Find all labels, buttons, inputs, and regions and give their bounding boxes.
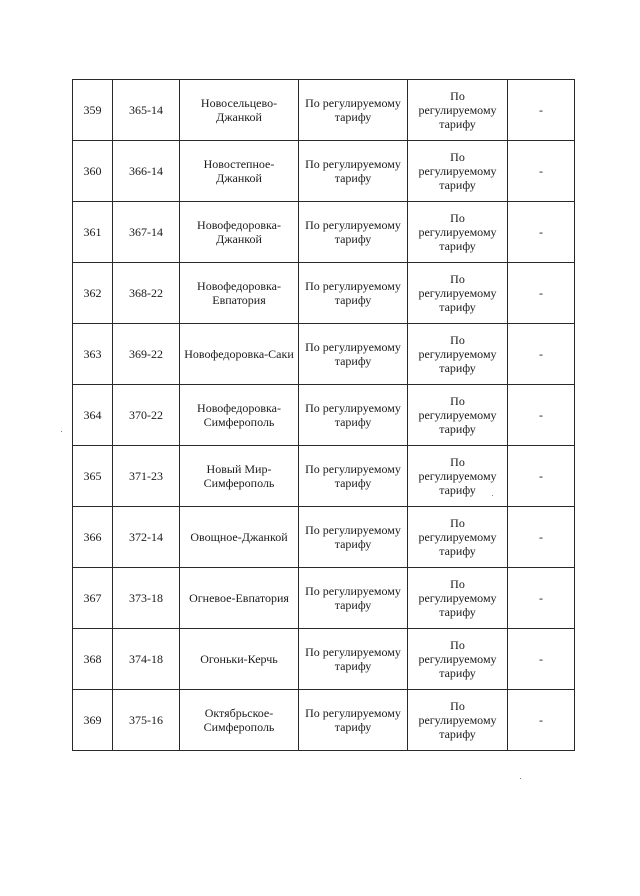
cell-route-number: 366-14 xyxy=(113,141,180,202)
cell-index: 359 xyxy=(73,80,113,141)
cell-tariff-type: По регулируемому тарифу xyxy=(299,446,408,507)
cell-route-name: Огневое-Евпатория xyxy=(180,568,299,629)
cell-route-number: 370-22 xyxy=(113,385,180,446)
cell-route-number: 368-22 xyxy=(113,263,180,324)
cell-note: - xyxy=(508,263,575,324)
cell-tariff-type: По регулируемому тарифу xyxy=(299,202,408,263)
cell-route-name: Овощное-Джанкой xyxy=(180,507,299,568)
table-row xyxy=(73,446,575,507)
cell-tariff-type: По регулируемому тарифу xyxy=(299,568,408,629)
scan-speck xyxy=(61,431,62,432)
cell-index: 366 xyxy=(73,507,113,568)
table-row xyxy=(73,263,575,324)
table-row xyxy=(73,568,575,629)
cell-index: 367 xyxy=(73,568,113,629)
cell-note: - xyxy=(508,507,575,568)
cell-note: - xyxy=(508,629,575,690)
cell-route-number: 369-22 xyxy=(113,324,180,385)
cell-note: - xyxy=(508,141,575,202)
cell-tariff-type: По регулируемому тарифу xyxy=(299,629,408,690)
cell-note: - xyxy=(508,568,575,629)
cell-index: 368 xyxy=(73,629,113,690)
cell-note: - xyxy=(508,446,575,507)
table-row xyxy=(73,202,575,263)
cell-tariff-type-2: По регулируемому тарифу xyxy=(408,324,508,385)
cell-route-name: Новофедоровка- Евпатория xyxy=(180,263,299,324)
scan-speck xyxy=(492,495,493,496)
cell-note: - xyxy=(508,324,575,385)
cell-route-name: Октябрьское- Симферополь xyxy=(180,690,299,751)
cell-route-number: 375-16 xyxy=(113,690,180,751)
cell-route-number: 372-14 xyxy=(113,507,180,568)
table-row xyxy=(73,690,575,751)
cell-tariff-type-2: По регулируемому тарифу xyxy=(408,202,508,263)
cell-tariff-type: По регулируемому тарифу xyxy=(299,385,408,446)
cell-route-name: Огоньки-Керчь xyxy=(180,629,299,690)
cell-index: 363 xyxy=(73,324,113,385)
cell-tariff-type: По регулируемому тарифу xyxy=(299,141,408,202)
table-row xyxy=(73,80,575,141)
cell-route-number: 374-18 xyxy=(113,629,180,690)
cell-index: 361 xyxy=(73,202,113,263)
table-row xyxy=(73,385,575,446)
table-row xyxy=(73,324,575,385)
cell-note: - xyxy=(508,80,575,141)
cell-index: 369 xyxy=(73,690,113,751)
cell-tariff-type-2: По регулируемому тарифу xyxy=(408,263,508,324)
cell-route-number: 371-23 xyxy=(113,446,180,507)
cell-tariff-type: По регулируемому тарифу xyxy=(299,263,408,324)
routes-table-body xyxy=(73,80,575,751)
cell-route-name: Новофедоровка- Симферополь xyxy=(180,385,299,446)
table-row xyxy=(73,141,575,202)
cell-tariff-type-2: По регулируемому тарифу xyxy=(408,507,508,568)
routes-table xyxy=(72,79,575,751)
cell-tariff-type-2: По регулируемому тарифу xyxy=(408,690,508,751)
cell-tariff-type-2: По регулируемому тарифу xyxy=(408,141,508,202)
cell-route-name: Новофедоровка-Саки xyxy=(180,324,299,385)
cell-tariff-type: По регулируемому тарифу xyxy=(299,507,408,568)
cell-note: - xyxy=(508,202,575,263)
cell-tariff-type: По регулируемому тарифу xyxy=(299,324,408,385)
cell-note: - xyxy=(508,690,575,751)
cell-index: 362 xyxy=(73,263,113,324)
cell-route-number: 373-18 xyxy=(113,568,180,629)
cell-index: 360 xyxy=(73,141,113,202)
cell-route-name: Новый Мир- Симферополь xyxy=(180,446,299,507)
cell-route-name: Новостепное- Джанкой xyxy=(180,141,299,202)
table-row xyxy=(73,507,575,568)
cell-tariff-type-2: По регулируемому тарифу xyxy=(408,568,508,629)
cell-index: 365 xyxy=(73,446,113,507)
table-row xyxy=(73,629,575,690)
cell-tariff-type: По регулируемому тарифу xyxy=(299,690,408,751)
cell-tariff-type-2: По регулируемому тарифу xyxy=(408,446,508,507)
cell-index: 364 xyxy=(73,385,113,446)
cell-route-name: Новофедоровка- Джанкой xyxy=(180,202,299,263)
cell-route-number: 365-14 xyxy=(113,80,180,141)
cell-route-number: 367-14 xyxy=(113,202,180,263)
cell-tariff-type-2: По регулируемому тарифу xyxy=(408,629,508,690)
scan-speck xyxy=(520,778,521,779)
cell-tariff-type: По регулируемому тарифу xyxy=(299,80,408,141)
cell-tariff-type-2: По регулируемому тарифу xyxy=(408,80,508,141)
cell-note: - xyxy=(508,385,575,446)
cell-route-name: Новосельцево- Джанкой xyxy=(180,80,299,141)
cell-tariff-type-2: По регулируемому тарифу xyxy=(408,385,508,446)
